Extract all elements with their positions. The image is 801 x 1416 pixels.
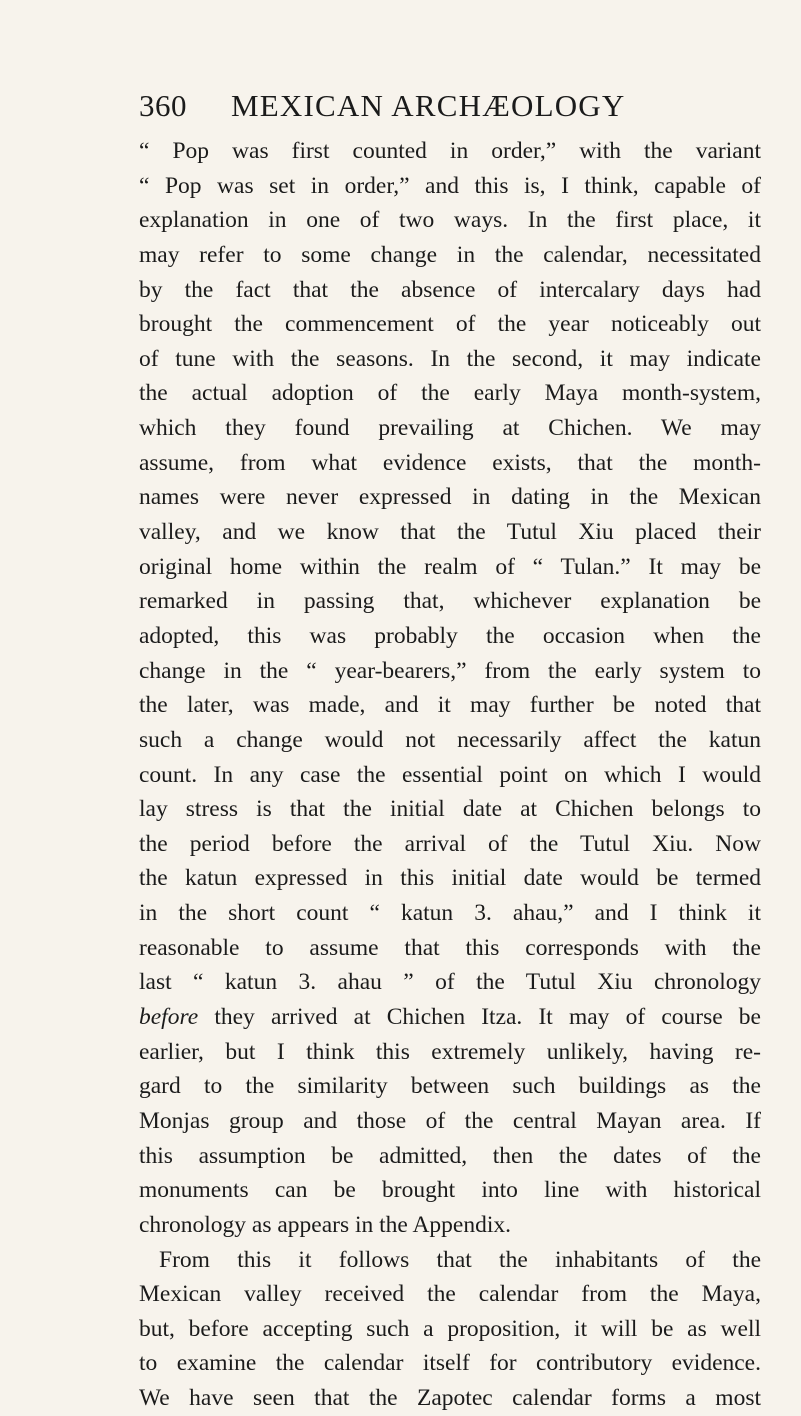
text-line: “ Pop was set in order,” and this is, I think, capable of: [139, 172, 761, 199]
paragraph-start-line: From this it follows that the inhabitants of the: [159, 1246, 761, 1273]
text-line: gard to the similarity between such buildings as the: [139, 1073, 761, 1100]
text-line: monuments can be brought into line with historical: [139, 1177, 761, 1204]
text-line: may refer to some change in the calendar, necessitated: [139, 241, 761, 268]
text-line: last “ katun 3. ahau ” of the Tutul Xiu chronology: [139, 969, 761, 996]
text-line: which they found prevailing at Chichen. We may: [139, 415, 761, 442]
text-line: Monjas group and those of the central Mayan area. If: [139, 1107, 761, 1134]
running-header: [139, 84, 739, 128]
text-line: the katun expressed in this initial date would be termed: [139, 865, 761, 892]
text-line: adopted, this was probably the occasion when the: [139, 622, 761, 649]
text-line: by the fact that the absence of intercalary days had: [139, 276, 761, 303]
text-line: We have seen that the Zapotec calendar forms a most: [139, 1385, 761, 1412]
text-line: change in the “ year-bearers,” from the early system to: [139, 657, 761, 684]
text-line: explanation in one of two ways. In the first place, it: [139, 207, 761, 234]
text-line: the later, was made, and it may further be noted that: [139, 692, 761, 719]
text-line: the period before the arrival of the Tutul Xiu. Now: [139, 830, 761, 857]
text-line: earlier, but I think this extremely unlikely, having re-: [139, 1038, 761, 1065]
text-line: Mexican valley received the calendar from the Maya,: [139, 1281, 761, 1308]
text-line: names were never expressed in dating in the Mexican: [139, 484, 761, 511]
text-line: valley, and we know that the Tutul Xiu placed their: [139, 519, 761, 546]
text-line: this assumption be admitted, then the dates of the: [139, 1142, 761, 1169]
text-line: in the short count “ katun 3. ahau,” and I think it: [139, 900, 761, 927]
text-line: “ Pop was first counted in order,” with the variant: [139, 138, 761, 164]
page-number: 360: [139, 88, 187, 123]
text-line: original home within the realm of “ Tulan.” It may be: [139, 553, 761, 580]
running-title: MEXICAN ARCHÆOLOGY: [231, 88, 626, 123]
text-line: brought the commencement of the year noticeably out: [139, 311, 761, 338]
text-line: assume, from what evidence exists, that the month-: [139, 449, 761, 476]
text-line: reasonable to assume that this corresponds with the: [139, 934, 761, 961]
text-line: lay stress is that the initial date at Chichen belongs to: [139, 796, 761, 823]
text-line: to examine the calendar itself for contributory evidence.: [139, 1350, 761, 1377]
text-line: the actual adoption of the early Maya month-system,: [139, 380, 761, 407]
text-line-rest: they arrived at Chichen Itza. It may of course be: [214, 1004, 761, 1031]
italic-word: before: [139, 1004, 199, 1031]
paragraph-end-line: chronology as appears in the Appendix.: [139, 1211, 511, 1238]
text-line: of tune with the seasons. In the second, it may indicate: [139, 345, 761, 372]
text-line-with-italic: [139, 1000, 761, 1035]
body-text: [139, 134, 761, 1416]
text-line: such a change would not necessarily affect the katun: [139, 726, 761, 753]
text-line: count. In any case the essential point on which I would: [139, 761, 761, 788]
text-line: but, before accepting such a proposition, it will be as well: [139, 1315, 761, 1342]
text-line: remarked in passing that, whichever explanation be: [139, 588, 761, 615]
